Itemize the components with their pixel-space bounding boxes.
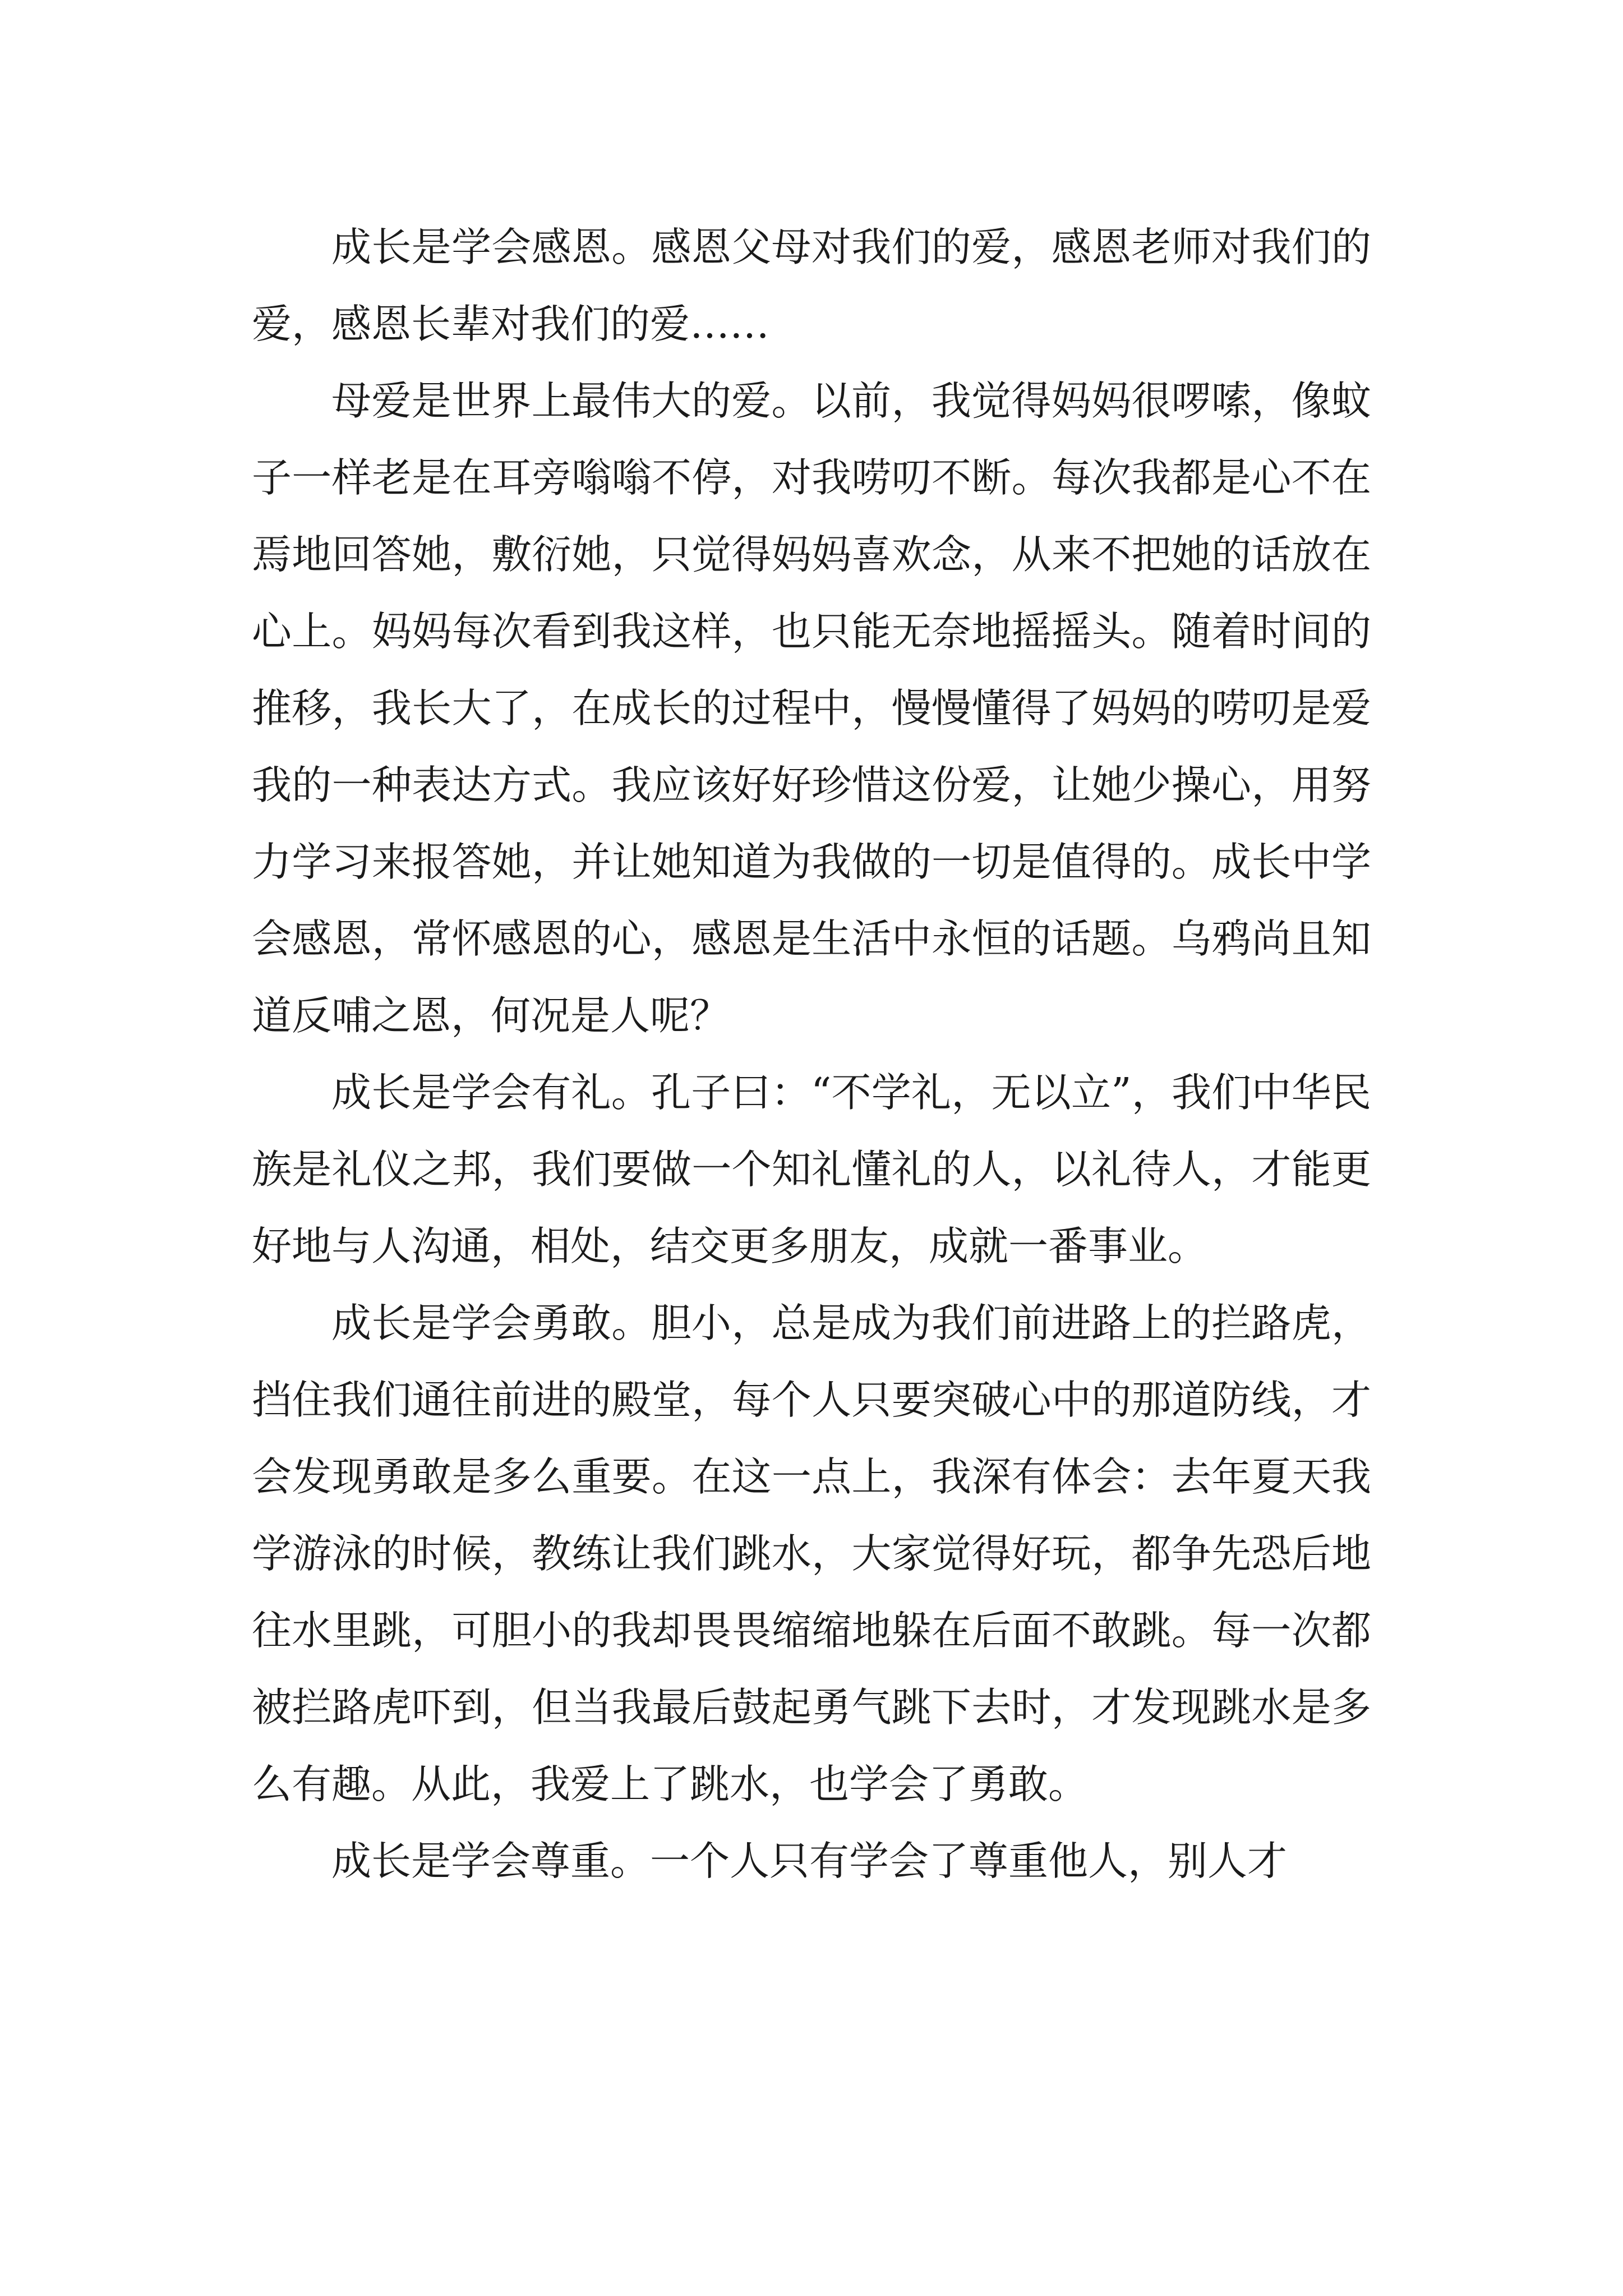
paragraph-mothers-love: 母爱是世界上最伟大的爱。以前，我觉得妈妈很啰嗦，像蚊子一样老是在耳旁嗡嗡不停，对我唠叨不断。每次我都是心不在焉地回答她，敷衍她，只觉得妈妈喜欢念，从来不把她的话放在心上。妈妈每次看到我这样，也只能无奈地摇摇头。随着时间的推移，我长大了，在成长的过程中，慢慢懂得了妈妈的唠叨是爱我的一种表达方式。我应该好好珍惜这份爱，让她少操心，用努力学习来报答她，并让她知道为我做的一切是值得的。成长中学会感恩，常怀感恩的心，感恩是生活中永恒的话题。乌鸦尚且知道反哺之恩，何况是人呢？ — [252, 378, 1371, 1039]
paragraph-gratitude: 成长是学会感恩。感恩父母对我们的爱，感恩老师对我们的爱，感恩长辈对我们的爱…… — [252, 224, 1371, 347]
paragraph-respect: 成长是学会尊重。一个人只有学会了尊重他人，别人才 — [331, 1838, 1288, 1884]
paragraph-courtesy: 成长是学会有礼。孔子曰：“不学礼，无以立”，我们中华民族是礼仪之邦，我们要做一个知礼懂礼的人，以礼待人，才能更好地与人沟通，相处，结交更多朋友，成就一番事业。 — [252, 1069, 1371, 1269]
document-body — [252, 209, 1371, 1899]
paragraph-courage: 成长是学会勇敢。胆小，总是成为我们前进路上的拦路虎，挡住我们通往前进的殿堂，每个人只要突破心中的那道防线，才会发现勇敢是多么重要。在这一点上，我深有体会：去年夏天我学游泳的时候，教练让我们跳水，大家觉得好玩，都争先恐后地往水里跳，可胆小的我却畏畏缩缩地躲在后面不敢跳。每一次都被拦路虎吓到，但当我最后鼓起勇气跳下去时，才发现跳水是多么有趣。从此，我爱上了跳水，也学会了勇敢。 — [252, 1300, 1371, 1807]
